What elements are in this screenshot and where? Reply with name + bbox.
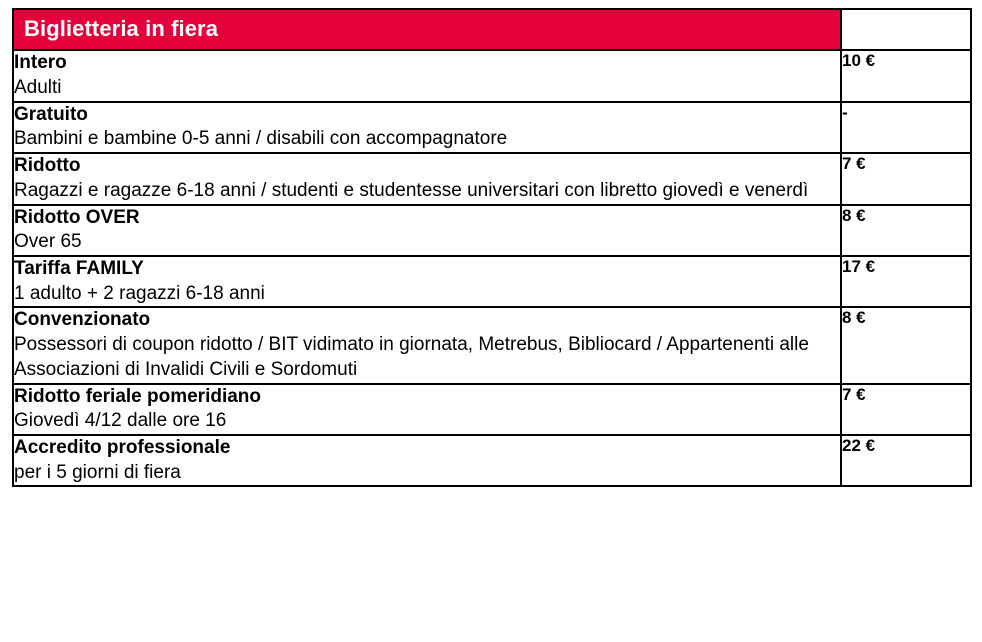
table-row — [13, 153, 971, 204]
row-description: Bambini e bambine 0-5 anni / disabili con accompagnatore — [14, 128, 508, 150]
row-description-cell — [13, 384, 841, 435]
row-category: Accredito professionale — [14, 437, 231, 459]
row-description: Possessori di coupon ridotto / BIT vidimato in giornata, Metrebus, Bibliocard / Appartenenti alle Associazioni di Invalidi Civili e Sordomuti — [14, 334, 809, 380]
row-description-cell — [13, 102, 841, 153]
row-price: - — [841, 102, 971, 153]
table-row — [13, 307, 971, 383]
row-category: Gratuito — [14, 103, 88, 125]
table-price-header — [841, 9, 971, 50]
table-row — [13, 102, 971, 153]
row-price: 7 € — [841, 153, 971, 204]
table-title: Biglietteria in fiera — [13, 9, 841, 50]
row-price: 8 € — [841, 205, 971, 256]
ticket-price-table — [12, 8, 972, 487]
row-description-cell — [13, 307, 841, 383]
row-price: 10 € — [841, 50, 971, 101]
table-row — [13, 435, 971, 486]
row-description-cell — [13, 256, 841, 307]
row-description: Ragazzi e ragazze 6-18 anni / studenti e studentesse universitari con libretto giovedì e venerdì — [14, 179, 809, 201]
row-description-cell — [13, 435, 841, 486]
row-description: Adulti — [14, 77, 62, 99]
row-description: Giovedì 4/12 dalle ore 16 — [14, 410, 227, 432]
row-description: per i 5 giorni di fiera — [14, 461, 181, 483]
row-description-cell — [13, 153, 841, 204]
row-description: 1 adulto + 2 ragazzi 6-18 anni — [14, 282, 265, 304]
row-description-cell — [13, 50, 841, 101]
row-category: Ridotto — [14, 155, 81, 177]
row-category: Convenzionato — [14, 309, 151, 331]
row-price: 22 € — [841, 435, 971, 486]
row-description-cell — [13, 205, 841, 256]
table-row — [13, 205, 971, 256]
row-category: Tariffa FAMILY — [14, 258, 144, 280]
table-row — [13, 256, 971, 307]
row-category: Ridotto feriale pomeridiano — [14, 385, 262, 407]
row-price: 17 € — [841, 256, 971, 307]
table-header-row — [13, 9, 971, 50]
row-price: 8 € — [841, 307, 971, 383]
row-description: Over 65 — [14, 231, 82, 253]
table-row — [13, 384, 971, 435]
table-row — [13, 50, 971, 101]
row-category: Ridotto OVER — [14, 206, 140, 228]
row-category: Intero — [14, 52, 67, 74]
row-price: 7 € — [841, 384, 971, 435]
